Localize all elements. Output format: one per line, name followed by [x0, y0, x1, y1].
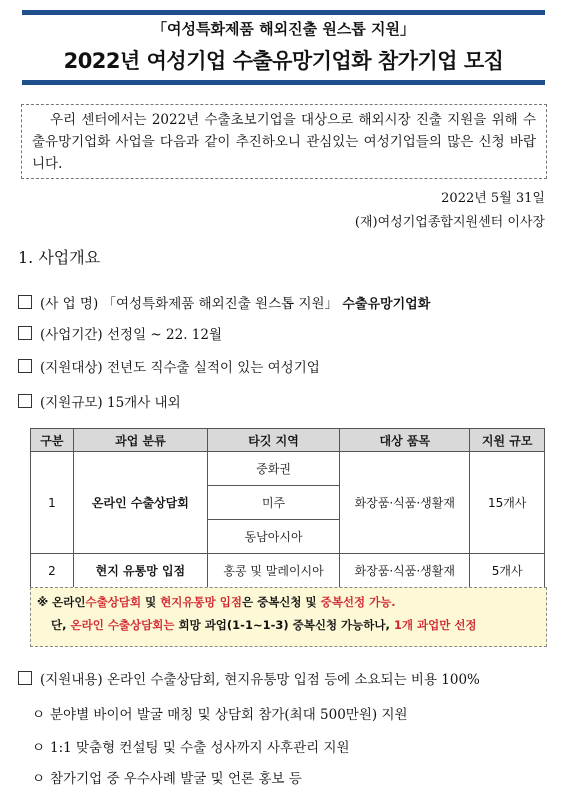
row-region: 중화권 [207, 452, 339, 486]
circle-bullet-icon: ㅇ [32, 740, 46, 756]
note-highlight: 현지유통망 입점 [160, 595, 242, 609]
row-category: 현지 유통망 입점 [73, 554, 207, 588]
note-highlight: 중복선정 가능. [320, 595, 396, 609]
item-label: (지원대상) [40, 360, 103, 376]
note-text: 희망 과업(1-1~1-3) 중복신청 가능하나, [174, 618, 394, 632]
table-row [31, 554, 545, 588]
support-bullet [32, 736, 350, 756]
note-line-1 [37, 591, 540, 614]
item-label: (지원규모) [40, 395, 103, 411]
table-header-row [31, 429, 545, 452]
row-items: 화장품·식품·생활재 [340, 452, 470, 554]
item-period [18, 323, 222, 343]
note-highlight: 1개 과업만 선정 [393, 618, 477, 632]
header-bottom-bar [22, 80, 545, 85]
support-bullet-text: 참가기업 중 우수사례 발굴 및 언론 홍보 등 [50, 771, 302, 787]
support-bullet-text: 분야별 바이어 발굴 매칭 및 상담회 참가(최대 500만원) 지원 [50, 707, 408, 723]
row-region: 홍콩 및 말레이시아 [207, 554, 339, 588]
header-top-bar [22, 10, 545, 15]
checkbox-square-icon [18, 295, 32, 309]
item-label: (사업기간) [40, 327, 103, 343]
item-value: 온라인 수출상담회, 현지유통망 입점 등에 소요되는 비용 100% [107, 672, 480, 688]
item-label: (사 업 명) [40, 296, 99, 312]
signer: (재)여성기업종합지원센터 이사장 [354, 215, 545, 230]
checkbox-square-icon [18, 359, 32, 373]
intro-text: 우리 센터에서는 2022년 수출초보기업을 대상으로 해외시장 진출 지원을 위해 수출유망기업화 사업을 다음과 같이 추진하오니 관심있는 여성기업들의 많은 신청 바랍니다. [32, 112, 536, 172]
note-line-2 [37, 614, 540, 637]
item-value-bold: 수출유망기업화 [342, 297, 431, 312]
item-value: 15개사 내외 [107, 395, 181, 411]
table-header: 과업 분류 [73, 429, 207, 452]
page-subtitle: 「여성특화제품 해외진출 원스톱 지원」 [151, 20, 416, 38]
table-header: 타깃 지역 [207, 429, 339, 452]
support-table [30, 428, 545, 588]
note-text: 및 [141, 595, 161, 609]
item-label: (지원내용) [40, 672, 103, 688]
note-text: 은 중복신청 및 [241, 595, 321, 609]
row-region: 동남아시아 [207, 520, 339, 554]
table-row [31, 452, 545, 486]
page-title: 2022년 여성기업 수출유망기업화 참가기업 모집 [63, 49, 504, 73]
support-bullet-text: 1:1 맞춤형 컨설팅 및 수출 성사까지 사후관리 지원 [50, 740, 350, 756]
item-project-name [18, 292, 430, 312]
note-highlight: 온라인 수출상담회는 [70, 618, 175, 632]
row-items: 화장품·식품·생활재 [340, 554, 470, 588]
section-heading: 1. 사업개요 [18, 248, 101, 267]
note-text: 단, [51, 618, 71, 632]
item-value: 전년도 직수출 실적이 있는 여성기업 [107, 360, 320, 376]
item-support [18, 668, 480, 688]
intro-box [21, 104, 547, 179]
note-box [30, 587, 547, 647]
row-scale: 15개사 [470, 452, 545, 554]
row-category: 온라인 수출상담회 [73, 452, 207, 554]
row-number: 2 [31, 554, 74, 588]
checkbox-square-icon [18, 326, 32, 340]
row-region: 미주 [207, 486, 339, 520]
checkbox-square-icon [18, 394, 32, 408]
circle-bullet-icon: ㅇ [32, 707, 46, 723]
row-scale: 5개사 [470, 554, 545, 588]
item-value: 선정일 ~ 22. 12월 [107, 327, 222, 343]
table-header: 지원 규모 [470, 429, 545, 452]
announcement-date: 2022년 5월 31일 [441, 191, 545, 206]
support-bullet [32, 703, 408, 723]
table-header: 대상 품목 [340, 429, 470, 452]
circle-bullet-icon: ㅇ [32, 771, 46, 787]
note-highlight: 수출상담회 [85, 595, 142, 609]
table-header: 구분 [31, 429, 74, 452]
note-text: ※ 온라인 [37, 595, 86, 609]
row-number: 1 [31, 452, 74, 554]
checkbox-square-icon [18, 671, 32, 685]
item-value: 「여성특화제품 해외진출 원스톱 지원」 [102, 296, 339, 312]
item-scale [18, 391, 181, 411]
item-target [18, 356, 320, 376]
support-bullet [32, 767, 302, 787]
